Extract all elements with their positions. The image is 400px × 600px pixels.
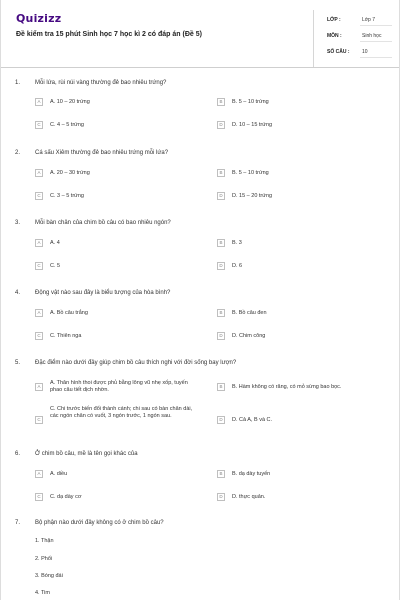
option-letter-badge: B [217,169,225,177]
option-text: C. 5 [50,263,61,269]
option-text: C. 4 – 5 trứng [50,122,84,128]
option-text: C. Chi trước biến đổi thành cánh; chi sau có bàn chân dài, các ngón chân có vuốt, 3 ngón trước, 1 ngón sau. [50,406,193,419]
option-letter-badge: C [35,262,43,270]
question-number: 7. [15,520,21,526]
list-item: 3. Bóng đái [35,573,63,579]
option-text: A. Bồ câu trắng [50,310,88,316]
meta-box [313,10,391,67]
option-letter-badge: D [217,332,225,340]
option-letter-badge: D [217,416,225,424]
option-letter-badge: A [35,98,43,106]
option-letter-badge: A [35,309,43,317]
option-text: D. 6 [232,263,243,269]
question-text: Cá sấu Xiêm thường đẻ bao nhiêu trứng mỗi lứa? [35,150,169,156]
question-number: 5. [15,360,21,366]
option-text: A. 10 – 20 trứng [50,99,90,105]
meta-key: LỚP : [327,17,341,23]
list-item: 2. Phổi [35,556,53,562]
option-letter-badge: B [217,98,225,106]
option-letter-badge: D [217,121,225,129]
meta-key: SỐ CÂU : [327,49,350,55]
option-letter-badge: A [35,383,43,391]
meta-value: 10 [362,49,368,55]
option-letter-badge: C [35,332,43,340]
meta-row-subject [314,28,392,42]
meta-value: Lớp 7 [362,17,376,23]
option-letter-badge: B [217,309,225,317]
option-text: B. 5 – 10 trứng [232,170,269,176]
option-text: D. 15 – 20 trứng [232,193,273,199]
option-text: B. Bồ câu đen [232,310,267,316]
option-letter-badge: B [217,239,225,247]
page-title: Đề kiểm tra 15 phút Sinh học 7 học kì 2 có đáp án (Đề 5) [16,31,202,38]
list-item: 4. Tim [35,590,50,596]
option-letter-badge: A [35,239,43,247]
question-text: Mỗi bàn chân của chim bồ câu có bao nhiêu ngón? [35,220,171,226]
option-text: B. 5 – 10 trứng [232,99,269,105]
meta-row-class [314,12,392,26]
option-text: B. Hàm không có răng, có mỏ sừng bao bọc. [232,384,342,390]
question-text: Động vật nào sau đây là biểu tượng của hòa bình? [35,290,171,296]
question-number: 4. [15,290,21,296]
option-text: A. Thân hình thoi được phủ bằng lông vũ nhẹ xốp, tuyến phao câu tiết dịch nhờn. [50,380,188,393]
worksheet-header [1,0,399,68]
divider [360,41,392,42]
option-letter-badge: C [35,121,43,129]
option-letter-badge: D [217,262,225,270]
meta-value: Sinh học [362,33,382,39]
question-text: Mỗi lứa, rùi núi vàng thường đẻ bao nhiêu trứng? [35,80,167,86]
option-letter-badge: C [35,416,43,424]
question-number: 6. [15,451,21,457]
option-text: D. Chim công [232,333,266,339]
divider [360,57,392,58]
option-letter-badge: A [35,470,43,478]
meta-key: MÔN : [327,33,342,39]
question-text: Bộ phận nào dưới đây không có ở chim bồ câu? [35,520,164,526]
meta-row-count [314,44,392,58]
option-letter-badge: D [217,493,225,501]
option-text: D. 10 – 15 trứng [232,122,273,128]
option-letter-badge: C [35,493,43,501]
option-text: D. thực quản. [232,494,266,500]
option-letter-badge: D [217,192,225,200]
option-text: C. 3 – 5 trứng [50,193,84,199]
option-text: A. 4 [50,240,60,246]
list-item: 1. Thận [35,538,54,544]
option-letter-badge: A [35,169,43,177]
option-text: A. diều [50,471,68,477]
option-letter-badge: B [217,470,225,478]
divider [360,25,392,26]
option-text: C. dạ dày cơ [50,494,82,500]
option-text: D. Cả A, B và C. [232,417,273,423]
option-letter-badge: B [217,383,225,391]
question-text: Đặc điểm nào dưới đây giúp chim bồ câu thích nghi với đời sống bay lượn? [35,360,237,366]
question-number: 3. [15,220,21,226]
option-text: C. Thiên nga [50,333,82,339]
option-text: A. 20 – 30 trứng [50,170,90,176]
question-text: Ở chim bồ câu, mề là tên gọi khác của [35,451,138,457]
option-letter-badge: C [35,192,43,200]
option-text: B. dạ dày tuyến [232,471,271,477]
quizizz-logo: Quizizz [16,12,62,25]
option-text: B. 3 [232,240,242,246]
question-number: 2. [15,150,21,156]
question-number: 1. [15,80,21,86]
